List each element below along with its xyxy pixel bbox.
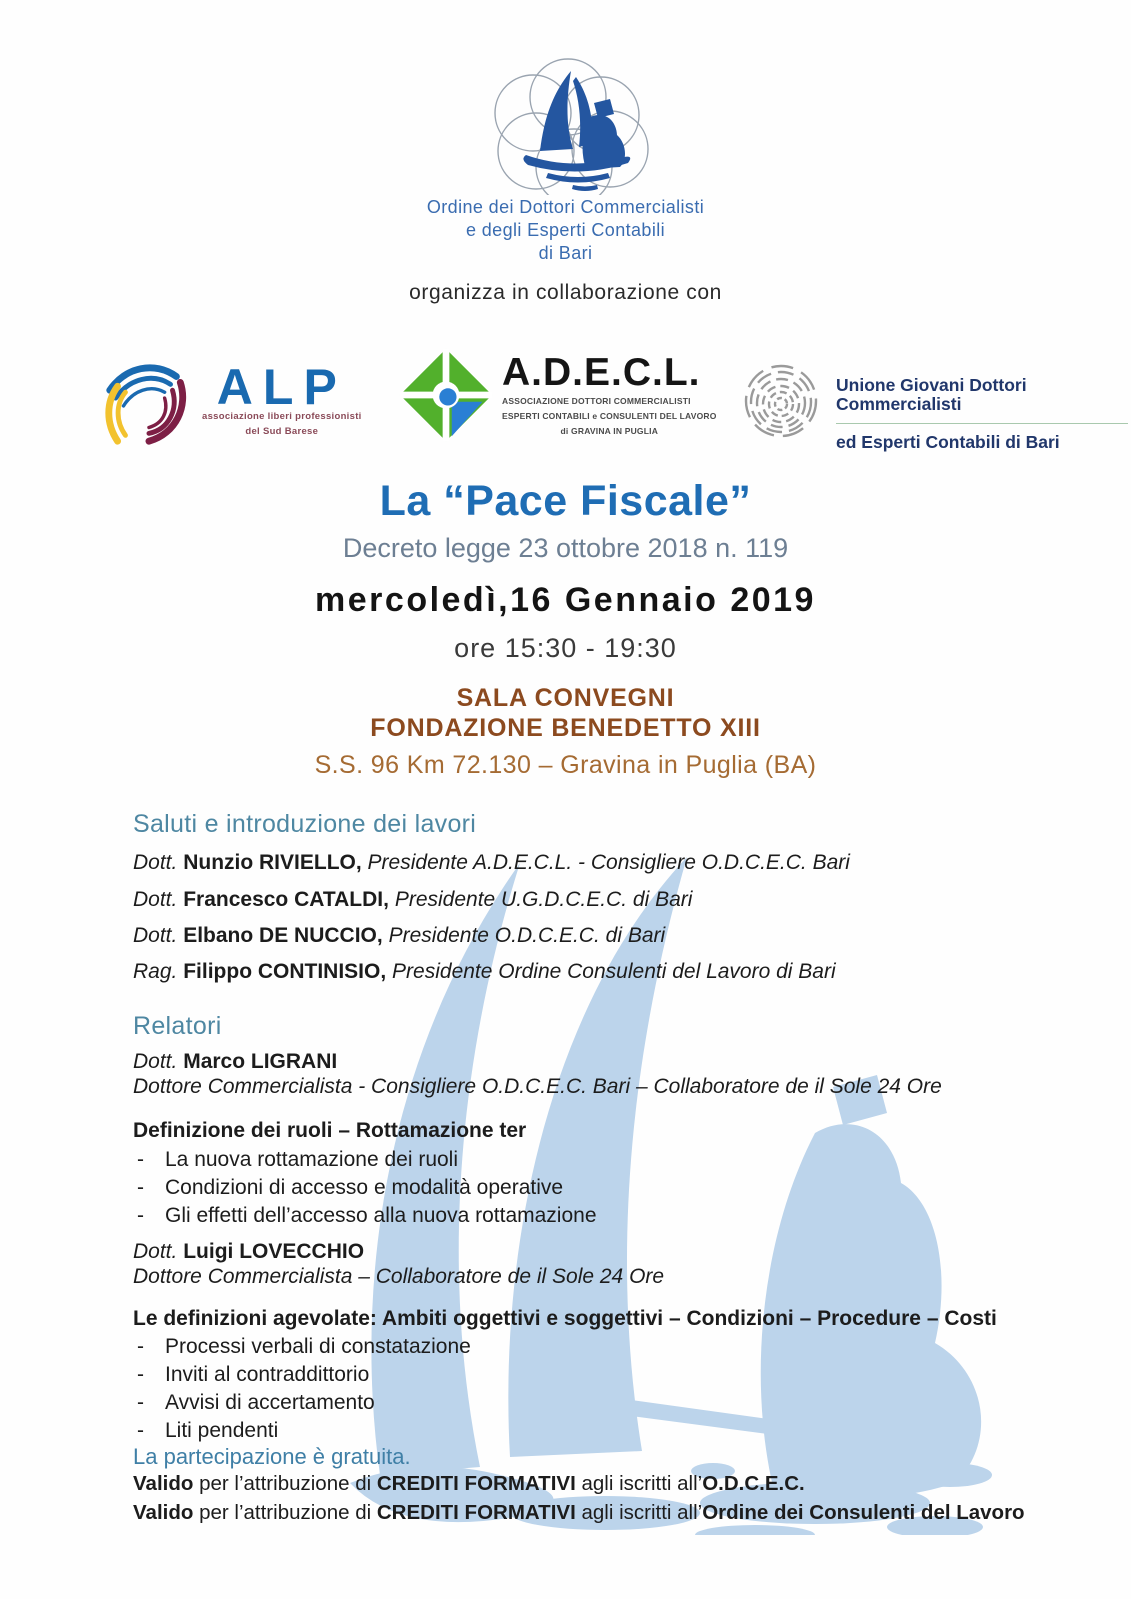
org-name-line1: Ordine dei Dottori Commercialisti xyxy=(426,197,705,217)
ugdcec-line2: ed Esperti Contabili di Bari xyxy=(836,432,1060,452)
topic-1-heading: Definizione dei ruoli – Rottamazione ter xyxy=(133,1119,527,1142)
venue-hall: SALA CONVEGNI xyxy=(456,684,675,712)
event-title: La “Pace Fiscale” xyxy=(379,477,752,525)
ugdcec-green-rule xyxy=(836,423,1128,425)
org-name-line3: di Bari xyxy=(538,243,593,264)
event-subtitle: Decreto legge 23 ottobre 2018 n. 119 xyxy=(342,533,789,563)
credits-line-odcec: Valido per l’attribuzione di CREDITI FORMATIVI agli iscritti all’O.D.C.E.C. xyxy=(133,1472,805,1495)
ugdcec-logo xyxy=(742,360,1128,452)
adecl-acronym: A.D.E.C.L. xyxy=(502,350,701,394)
topic-2-item: - Avvisi di accertamento xyxy=(137,1391,375,1414)
adecl-subtitle-3: di GRAVINA IN PUGLIA xyxy=(560,426,659,437)
org-name-line2: e degli Esperti Contabili xyxy=(465,220,666,241)
greeting-speaker-2: Dott. Francesco CATALDI, Presidente U.G.D.C.E.C. di Bari xyxy=(133,888,693,911)
fingerprint-icon xyxy=(742,360,820,446)
org-name xyxy=(0,196,1131,265)
collaboration-line: organizza in collaborazione con xyxy=(409,281,722,304)
topic-2-item: - Processi verbali di constatazione xyxy=(137,1335,471,1358)
greeting-speaker-1: Dott. Nunzio RIVIELLO, Presidente A.D.E.C.L. - Consigliere O.D.C.E.C. Bari xyxy=(133,851,850,874)
topic-1-item: - Condizioni di accesso e modalità operative xyxy=(137,1176,564,1199)
greeting-speaker-3: Dott. Elbano DE NUCCIO, Presidente O.D.C.E.C. di Bari xyxy=(133,924,666,947)
relatore-1-name: Dott. Marco LIGRANI xyxy=(133,1050,338,1073)
event-date: mercoledì,16 Gennaio 2019 xyxy=(315,581,816,619)
topic-2-heading: Le definizioni agevolate: Ambiti oggettivi e soggettivi – Condizioni – Procedure – Costi xyxy=(133,1307,997,1330)
odcec-bari-logo xyxy=(478,55,658,195)
venue-address: S.S. 96 Km 72.130 – Gravina in Puglia (BA) xyxy=(314,751,817,779)
alp-swirl-icon xyxy=(98,352,196,452)
relatore-2-role: Dottore Commercialista – Collaboratore de il Sole 24 Ore xyxy=(133,1265,665,1288)
topic-1-item: - Gli effetti dell’accesso alla nuova rottamazione xyxy=(137,1204,597,1227)
alp-logo xyxy=(98,352,362,452)
greeting-speaker-4: Rag. Filippo CONTINISIO, Presidente Ordine Consulenti del Lavoro di Bari xyxy=(133,960,836,983)
ugdcec-line1: Unione Giovani Dottori Commercialisti xyxy=(836,375,1027,415)
adecl-subtitle-2: ESPERTI CONTABILI e CONSULENTI DEL LAVORO xyxy=(502,410,717,421)
adecl-logo xyxy=(398,346,717,444)
event-time: ore 15:30 - 19:30 xyxy=(454,633,677,663)
venue-name: FONDAZIONE BENEDETTO XIII xyxy=(370,714,761,742)
adecl-diamond-icon xyxy=(398,346,494,444)
alp-acronym: ALP xyxy=(216,359,347,416)
adecl-subtitle-1: ASSOCIAZIONE DOTTORI COMMERCIALISTI xyxy=(502,395,691,406)
topic-2-item: - Inviti al contraddittorio xyxy=(137,1363,370,1386)
alp-subtitle-1: associazione liberi professionisti xyxy=(202,411,362,423)
relatore-2-name: Dott. Luigi LOVECCHIO xyxy=(133,1240,365,1263)
topic-1-item: - La nuova rottamazione dei ruoli xyxy=(137,1148,459,1171)
relatore-1-role: Dottore Commercialista - Consigliere O.D.C.E.C. Bari – Collaboratore de il Sole 24 Ore xyxy=(133,1075,942,1098)
greetings-heading: Saluti e introduzione dei lavori xyxy=(133,810,477,838)
free-participation-line: La partecipazione è gratuita. xyxy=(133,1444,411,1469)
credits-line-consulenti: Valido per l’attribuzione di CREDITI FORMATIVI agli iscritti all’Ordine dei Consulenti del Lavoro xyxy=(133,1501,1025,1524)
topic-2-item: - Liti pendenti xyxy=(137,1419,279,1442)
alp-subtitle-2: del Sud Barese xyxy=(245,425,319,437)
relatori-heading: Relatori xyxy=(133,1012,222,1040)
